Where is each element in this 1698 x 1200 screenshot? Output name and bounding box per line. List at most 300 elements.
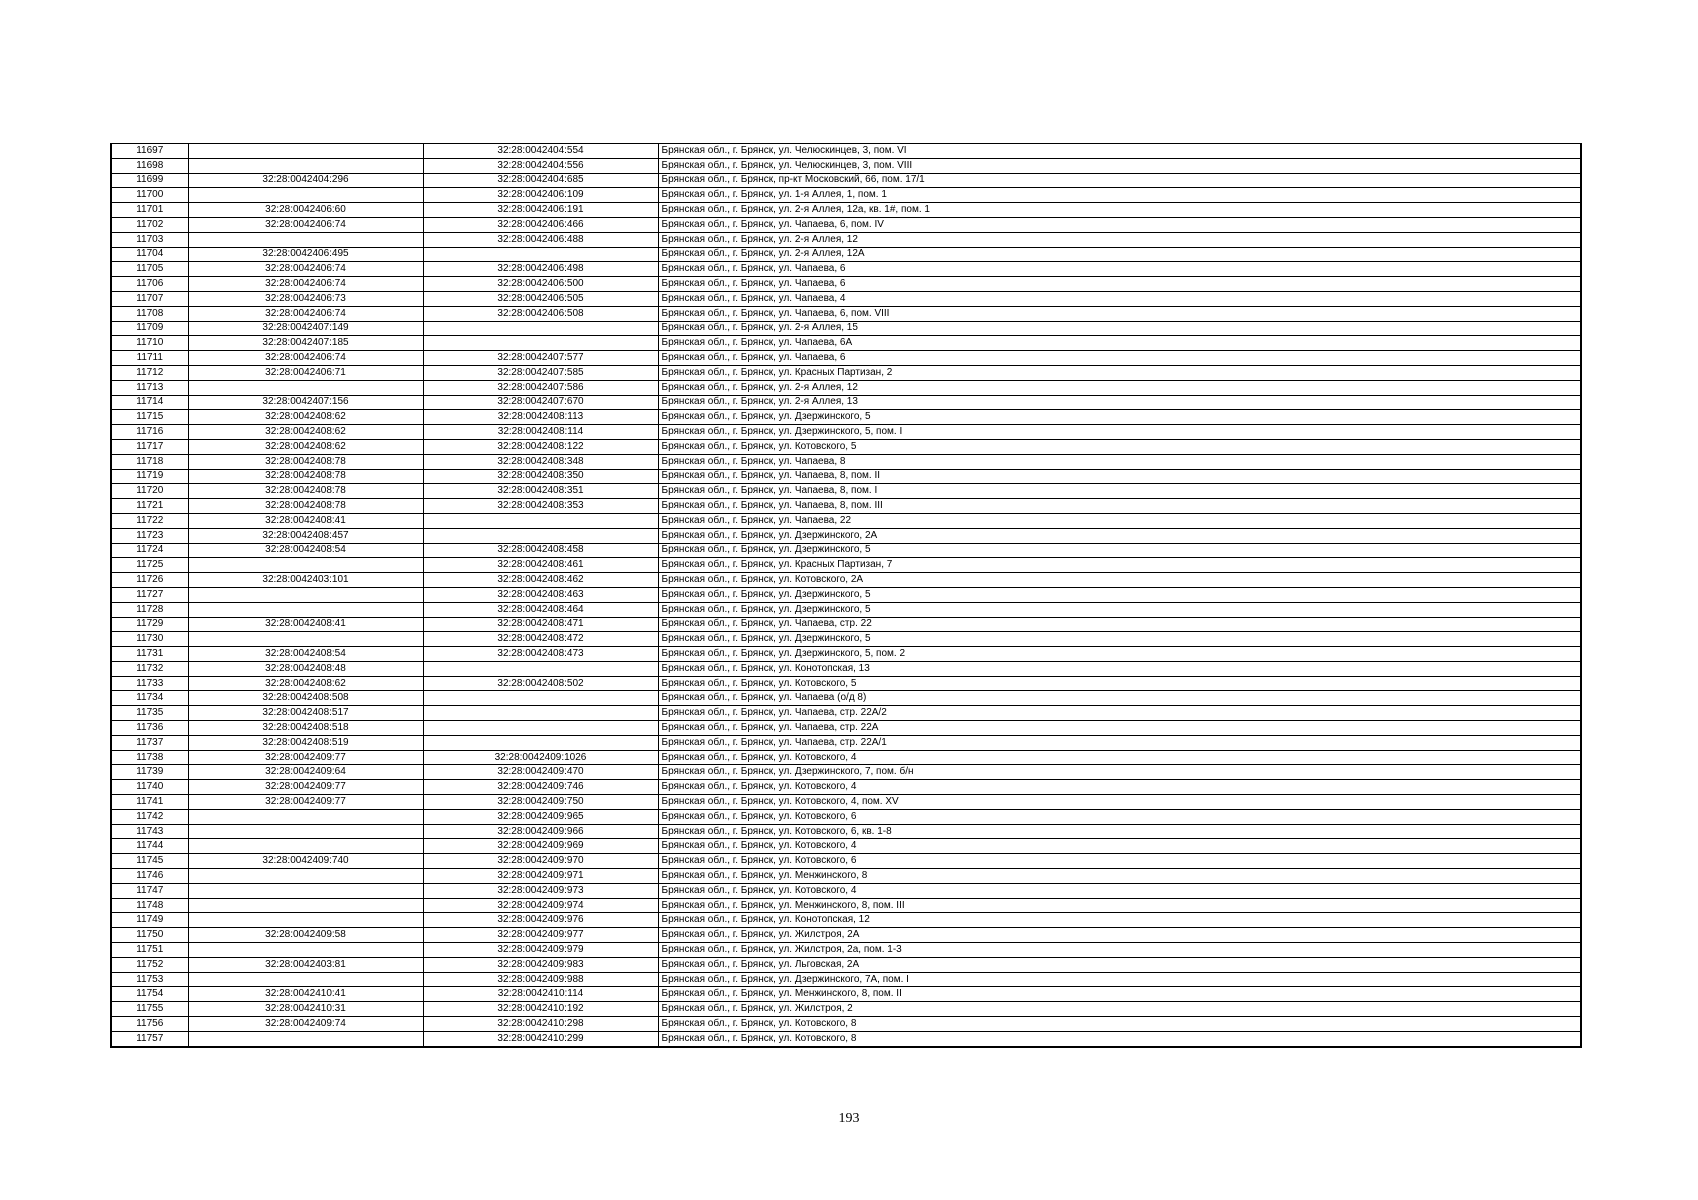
address-cell: Брянская обл., г. Брянск, ул. Челюскинцев, 3, пом. VI bbox=[658, 144, 1581, 159]
land-parcel-number-cell: 32:28:0042404:296 bbox=[188, 173, 423, 188]
row-number-cell: 11718 bbox=[111, 454, 188, 469]
land-parcel-number-cell: 32:28:0042406:73 bbox=[188, 291, 423, 306]
land-parcel-number-cell bbox=[188, 380, 423, 395]
table-row bbox=[111, 647, 1581, 662]
row-number-cell: 11722 bbox=[111, 513, 188, 528]
table-row bbox=[111, 602, 1581, 617]
table-row bbox=[111, 144, 1581, 159]
cadastral-number-cell: 32:28:0042406:508 bbox=[423, 306, 658, 321]
table-row bbox=[111, 158, 1581, 173]
land-parcel-number-cell: 32:28:0042408:48 bbox=[188, 661, 423, 676]
address-cell: Брянская обл., г. Брянск, ул. Чапаева, 6, пом. VIII bbox=[658, 306, 1581, 321]
cadastral-number-cell bbox=[423, 735, 658, 750]
table-row bbox=[111, 232, 1581, 247]
cadastral-number-cell: 32:28:0042407:670 bbox=[423, 395, 658, 410]
row-number-cell: 11740 bbox=[111, 780, 188, 795]
table-row bbox=[111, 365, 1581, 380]
row-number-cell: 11706 bbox=[111, 277, 188, 292]
land-parcel-number-cell: 32:28:0042409:58 bbox=[188, 928, 423, 943]
table-row bbox=[111, 203, 1581, 218]
cadastral-number-cell: 32:28:0042409:977 bbox=[423, 928, 658, 943]
address-cell: Брянская обл., г. Брянск, ул. Дзержинского, 5, пом. 2 bbox=[658, 647, 1581, 662]
address-cell: Брянская обл., г. Брянск, ул. Дзержинского, 7А, пом. I bbox=[658, 972, 1581, 987]
land-parcel-number-cell: 32:28:0042403:101 bbox=[188, 573, 423, 588]
cadastral-number-cell: 32:28:0042408:122 bbox=[423, 439, 658, 454]
cadastral-number-cell: 32:28:0042406:505 bbox=[423, 291, 658, 306]
address-cell: Брянская обл., г. Брянск, ул. Жилстроя, 2А bbox=[658, 928, 1581, 943]
table-row bbox=[111, 1002, 1581, 1017]
land-parcel-number-cell: 32:28:0042403:81 bbox=[188, 957, 423, 972]
cadastral-number-cell: 32:28:0042408:473 bbox=[423, 647, 658, 662]
cadastral-number-cell: 32:28:0042408:353 bbox=[423, 499, 658, 514]
table-row bbox=[111, 469, 1581, 484]
row-number-cell: 11719 bbox=[111, 469, 188, 484]
address-cell: Брянская обл., г. Брянск, ул. Котовского, 5 bbox=[658, 439, 1581, 454]
address-cell: Брянская обл., г. Брянск, ул. Чапаева, стр. 22А bbox=[658, 721, 1581, 736]
row-number-cell: 11707 bbox=[111, 291, 188, 306]
cadastral-number-cell: 32:28:0042409:988 bbox=[423, 972, 658, 987]
address-cell: Брянская обл., г. Брянск, ул. Конотопская, 12 bbox=[658, 913, 1581, 928]
cadastral-number-cell: 32:28:0042408:113 bbox=[423, 410, 658, 425]
cadastral-number-cell bbox=[423, 513, 658, 528]
address-cell: Брянская обл., г. Брянск, ул. Менжинского, 8 bbox=[658, 869, 1581, 884]
row-number-cell: 11708 bbox=[111, 306, 188, 321]
row-number-cell: 11716 bbox=[111, 425, 188, 440]
cadastral-number-cell: 32:28:0042409:970 bbox=[423, 854, 658, 869]
table-row bbox=[111, 410, 1581, 425]
row-number-cell: 11703 bbox=[111, 232, 188, 247]
address-cell: Брянская обл., г. Брянск, ул. Котовского, 6 bbox=[658, 809, 1581, 824]
address-cell: Брянская обл., г. Брянск, ул. Чапаева, стр. 22А/2 bbox=[658, 706, 1581, 721]
row-number-cell: 11729 bbox=[111, 617, 188, 632]
table-row bbox=[111, 351, 1581, 366]
address-cell: Брянская обл., г. Брянск, ул. Челюскинцев, 3, пом. VIII bbox=[658, 158, 1581, 173]
address-cell: Брянская обл., г. Брянск, ул. Чапаева, 6 bbox=[658, 262, 1581, 277]
land-parcel-number-cell bbox=[188, 972, 423, 987]
address-cell: Брянская обл., г. Брянск, ул. Чапаева, 6 bbox=[658, 277, 1581, 292]
row-number-cell: 11751 bbox=[111, 943, 188, 958]
land-parcel-number-cell: 32:28:0042408:78 bbox=[188, 484, 423, 499]
row-number-cell: 11745 bbox=[111, 854, 188, 869]
cadastral-number-cell: 32:28:0042408:114 bbox=[423, 425, 658, 440]
address-cell: Брянская обл., г. Брянск, ул. Дзержинского, 5 bbox=[658, 587, 1581, 602]
table-row bbox=[111, 188, 1581, 203]
table-row bbox=[111, 750, 1581, 765]
land-parcel-number-cell: 32:28:0042406:71 bbox=[188, 365, 423, 380]
table-row bbox=[111, 573, 1581, 588]
cadastral-number-cell: 32:28:0042406:498 bbox=[423, 262, 658, 277]
cadastral-number-cell: 32:28:0042406:109 bbox=[423, 188, 658, 203]
table-row bbox=[111, 558, 1581, 573]
row-number-cell: 11726 bbox=[111, 573, 188, 588]
land-parcel-number-cell: 32:28:0042408:518 bbox=[188, 721, 423, 736]
cadastral-number-cell: 32:28:0042404:556 bbox=[423, 158, 658, 173]
land-parcel-number-cell bbox=[188, 232, 423, 247]
address-cell: Брянская обл., г. Брянск, ул. 2-я Аллея, 13 bbox=[658, 395, 1581, 410]
address-cell: Брянская обл., г. Брянск, ул. Чапаева, 6, пом. IV bbox=[658, 217, 1581, 232]
address-cell: Брянская обл., г. Брянск, ул. Дзержинского, 5 bbox=[658, 543, 1581, 558]
table-row bbox=[111, 247, 1581, 262]
table-row bbox=[111, 395, 1581, 410]
table-row bbox=[111, 957, 1581, 972]
cadastral-number-cell bbox=[423, 247, 658, 262]
land-parcel-number-cell: 32:28:0042408:78 bbox=[188, 469, 423, 484]
row-number-cell: 11713 bbox=[111, 380, 188, 395]
row-number-cell: 11733 bbox=[111, 676, 188, 691]
row-number-cell: 11710 bbox=[111, 336, 188, 351]
land-parcel-number-cell bbox=[188, 1031, 423, 1046]
cadastral-number-cell: 32:28:0042408:502 bbox=[423, 676, 658, 691]
address-cell: Брянская обл., г. Брянск, ул. Котовского, 4 bbox=[658, 780, 1581, 795]
land-parcel-number-cell bbox=[188, 188, 423, 203]
table-row bbox=[111, 854, 1581, 869]
row-number-cell: 11735 bbox=[111, 706, 188, 721]
land-parcel-number-cell bbox=[188, 144, 423, 159]
cadastral-number-cell: 32:28:0042409:973 bbox=[423, 883, 658, 898]
table-row bbox=[111, 809, 1581, 824]
row-number-cell: 11720 bbox=[111, 484, 188, 499]
land-parcel-number-cell: 32:28:0042408:54 bbox=[188, 543, 423, 558]
table-row bbox=[111, 898, 1581, 913]
land-parcel-number-cell: 32:28:0042408:519 bbox=[188, 735, 423, 750]
cadastral-number-cell: 32:28:0042410:299 bbox=[423, 1031, 658, 1046]
cadastral-number-cell: 32:28:0042408:351 bbox=[423, 484, 658, 499]
land-parcel-number-cell: 32:28:0042409:74 bbox=[188, 1017, 423, 1032]
page-number: 193 bbox=[838, 1111, 860, 1126]
land-parcel-number-cell bbox=[188, 632, 423, 647]
address-cell: Брянская обл., г. Брянск, пр-кт Московский, 66, пом. 17/1 bbox=[658, 173, 1581, 188]
table-row bbox=[111, 883, 1581, 898]
address-cell: Брянская обл., г. Брянск, ул. Котовского, 4 bbox=[658, 883, 1581, 898]
cadastral-number-cell: 32:28:0042404:554 bbox=[423, 144, 658, 159]
land-parcel-number-cell: 32:28:0042408:41 bbox=[188, 513, 423, 528]
address-cell: Брянская обл., г. Брянск, ул. Жилстроя, 2а, пом. 1-3 bbox=[658, 943, 1581, 958]
address-cell: Брянская обл., г. Брянск, ул. Конотопская, 13 bbox=[658, 661, 1581, 676]
cadastral-number-cell: 32:28:0042409:965 bbox=[423, 809, 658, 824]
address-cell: Брянская обл., г. Брянск, ул. Дзержинского, 7, пом. б/н bbox=[658, 765, 1581, 780]
land-parcel-number-cell: 32:28:0042410:31 bbox=[188, 1002, 423, 1017]
address-cell: Брянская обл., г. Брянск, ул. Чапаева, 4 bbox=[658, 291, 1581, 306]
row-number-cell: 11747 bbox=[111, 883, 188, 898]
table-row bbox=[111, 528, 1581, 543]
row-number-cell: 11732 bbox=[111, 661, 188, 676]
land-parcel-number-cell: 32:28:0042408:508 bbox=[188, 691, 423, 706]
table-row bbox=[111, 543, 1581, 558]
address-cell: Брянская обл., г. Брянск, ул. Котовского, 6, кв. 1-8 bbox=[658, 824, 1581, 839]
land-parcel-number-cell: 32:28:0042408:41 bbox=[188, 617, 423, 632]
cadastral-number-cell: 32:28:0042409:983 bbox=[423, 957, 658, 972]
address-cell: Брянская обл., г. Брянск, ул. Котовского, 4 bbox=[658, 839, 1581, 854]
row-number-cell: 11754 bbox=[111, 987, 188, 1002]
table-row bbox=[111, 587, 1581, 602]
cadastral-number-cell: 32:28:0042407:577 bbox=[423, 351, 658, 366]
table-row bbox=[111, 735, 1581, 750]
land-parcel-number-cell bbox=[188, 158, 423, 173]
cadastral-number-cell: 32:28:0042409:1026 bbox=[423, 750, 658, 765]
land-parcel-number-cell: 32:28:0042406:74 bbox=[188, 277, 423, 292]
row-number-cell: 11721 bbox=[111, 499, 188, 514]
table-row bbox=[111, 691, 1581, 706]
table-row bbox=[111, 1031, 1581, 1046]
table-row bbox=[111, 676, 1581, 691]
address-cell: Брянская обл., г. Брянск, ул. Чапаева (о/д 8) bbox=[658, 691, 1581, 706]
land-parcel-number-cell: 32:28:0042406:495 bbox=[188, 247, 423, 262]
table-row bbox=[111, 291, 1581, 306]
table-row bbox=[111, 484, 1581, 499]
table-row bbox=[111, 913, 1581, 928]
table-row bbox=[111, 454, 1581, 469]
cadastral-number-cell: 32:28:0042410:298 bbox=[423, 1017, 658, 1032]
table-row bbox=[111, 795, 1581, 810]
table-row bbox=[111, 839, 1581, 854]
cadastral-number-cell: 32:28:0042408:461 bbox=[423, 558, 658, 573]
table-row bbox=[111, 336, 1581, 351]
address-cell: Брянская обл., г. Брянск, ул. Красных Партизан, 2 bbox=[658, 365, 1581, 380]
address-cell: Брянская обл., г. Брянск, ул. Дзержинского, 5 bbox=[658, 410, 1581, 425]
land-parcel-number-cell: 32:28:0042407:185 bbox=[188, 336, 423, 351]
row-number-cell: 11748 bbox=[111, 898, 188, 913]
cadastral-number-cell: 32:28:0042409:974 bbox=[423, 898, 658, 913]
address-cell: Брянская обл., г. Брянск, ул. Дзержинского, 2А bbox=[658, 528, 1581, 543]
cadastral-number-cell: 32:28:0042409:979 bbox=[423, 943, 658, 958]
row-number-cell: 11705 bbox=[111, 262, 188, 277]
land-parcel-number-cell: 32:28:0042407:149 bbox=[188, 321, 423, 336]
row-number-cell: 11741 bbox=[111, 795, 188, 810]
land-parcel-number-cell: 32:28:0042408:457 bbox=[188, 528, 423, 543]
land-parcel-number-cell: 32:28:0042409:77 bbox=[188, 795, 423, 810]
row-number-cell: 11700 bbox=[111, 188, 188, 203]
cadastral-number-cell bbox=[423, 706, 658, 721]
row-number-cell: 11755 bbox=[111, 1002, 188, 1017]
land-parcel-number-cell bbox=[188, 913, 423, 928]
row-number-cell: 11698 bbox=[111, 158, 188, 173]
land-parcel-number-cell: 32:28:0042408:54 bbox=[188, 647, 423, 662]
cadastral-number-cell: 32:28:0042406:466 bbox=[423, 217, 658, 232]
address-cell: Брянская обл., г. Брянск, ул. Дзержинского, 5 bbox=[658, 602, 1581, 617]
land-parcel-number-cell bbox=[188, 824, 423, 839]
cadastral-number-cell: 32:28:0042408:472 bbox=[423, 632, 658, 647]
land-parcel-number-cell bbox=[188, 839, 423, 854]
table-row bbox=[111, 380, 1581, 395]
land-parcel-number-cell: 32:28:0042406:74 bbox=[188, 217, 423, 232]
cadastral-number-cell bbox=[423, 336, 658, 351]
cadastral-number-cell: 32:28:0042408:350 bbox=[423, 469, 658, 484]
land-parcel-number-cell: 32:28:0042409:77 bbox=[188, 780, 423, 795]
land-parcel-number-cell bbox=[188, 898, 423, 913]
address-cell: Брянская обл., г. Брянск, ул. Чапаева, 6 bbox=[658, 351, 1581, 366]
table-row bbox=[111, 425, 1581, 440]
land-parcel-number-cell: 32:28:0042406:74 bbox=[188, 306, 423, 321]
row-number-cell: 11731 bbox=[111, 647, 188, 662]
address-cell: Брянская обл., г. Брянск, ул. Котовского, 8 bbox=[658, 1031, 1581, 1046]
row-number-cell: 11712 bbox=[111, 365, 188, 380]
cadastral-number-cell: 32:28:0042409:969 bbox=[423, 839, 658, 854]
table-row bbox=[111, 972, 1581, 987]
table-row bbox=[111, 824, 1581, 839]
row-number-cell: 11743 bbox=[111, 824, 188, 839]
cadastral-number-cell: 32:28:0042407:586 bbox=[423, 380, 658, 395]
row-number-cell: 11737 bbox=[111, 735, 188, 750]
row-number-cell: 11701 bbox=[111, 203, 188, 218]
table-row bbox=[111, 513, 1581, 528]
address-cell: Брянская обл., г. Брянск, ул. 2-я Аллея, 12а, кв. 1#, пом. 1 bbox=[658, 203, 1581, 218]
cadastral-number-cell: 32:28:0042404:685 bbox=[423, 173, 658, 188]
cadastral-number-cell: 32:28:0042409:470 bbox=[423, 765, 658, 780]
table-row bbox=[111, 499, 1581, 514]
land-parcel-number-cell bbox=[188, 587, 423, 602]
land-parcel-number-cell bbox=[188, 869, 423, 884]
row-number-cell: 11709 bbox=[111, 321, 188, 336]
row-number-cell: 11697 bbox=[111, 144, 188, 159]
cadastral-number-cell bbox=[423, 691, 658, 706]
cadastral-number-cell: 32:28:0042409:746 bbox=[423, 780, 658, 795]
table-row bbox=[111, 943, 1581, 958]
land-parcel-number-cell: 32:28:0042409:64 bbox=[188, 765, 423, 780]
row-number-cell: 11756 bbox=[111, 1017, 188, 1032]
land-parcel-number-cell bbox=[188, 558, 423, 573]
cadastral-number-cell: 32:28:0042408:463 bbox=[423, 587, 658, 602]
land-parcel-number-cell: 32:28:0042408:62 bbox=[188, 676, 423, 691]
address-cell: Брянская обл., г. Брянск, ул. Котовского, 4 bbox=[658, 750, 1581, 765]
row-number-cell: 11711 bbox=[111, 351, 188, 366]
land-parcel-number-cell: 32:28:0042406:74 bbox=[188, 351, 423, 366]
address-cell: Брянская обл., г. Брянск, ул. Чапаева, 8 bbox=[658, 454, 1581, 469]
row-number-cell: 11704 bbox=[111, 247, 188, 262]
table-row bbox=[111, 869, 1581, 884]
row-number-cell: 11753 bbox=[111, 972, 188, 987]
cadastral-number-cell bbox=[423, 528, 658, 543]
cadastral-number-cell: 32:28:0042406:191 bbox=[423, 203, 658, 218]
cadastral-number-cell: 32:28:0042408:348 bbox=[423, 454, 658, 469]
land-parcel-number-cell bbox=[188, 809, 423, 824]
row-number-cell: 11734 bbox=[111, 691, 188, 706]
table-row bbox=[111, 1017, 1581, 1032]
table-row bbox=[111, 262, 1581, 277]
row-number-cell: 11750 bbox=[111, 928, 188, 943]
cadastral-number-cell: 32:28:0042408:471 bbox=[423, 617, 658, 632]
cadastral-number-cell: 32:28:0042409:976 bbox=[423, 913, 658, 928]
row-number-cell: 11714 bbox=[111, 395, 188, 410]
row-number-cell: 11717 bbox=[111, 439, 188, 454]
table-row bbox=[111, 765, 1581, 780]
cadastral-number-cell: 32:28:0042406:500 bbox=[423, 277, 658, 292]
row-number-cell: 11752 bbox=[111, 957, 188, 972]
cadastral-number-cell bbox=[423, 661, 658, 676]
row-number-cell: 11702 bbox=[111, 217, 188, 232]
address-cell: Брянская обл., г. Брянск, ул. Чапаева, 8, пом. I bbox=[658, 484, 1581, 499]
table-row bbox=[111, 217, 1581, 232]
land-parcel-number-cell: 32:28:0042408:78 bbox=[188, 454, 423, 469]
address-cell: Брянская обл., г. Брянск, ул. Чапаева, стр. 22А/1 bbox=[658, 735, 1581, 750]
row-number-cell: 11749 bbox=[111, 913, 188, 928]
cadastral-number-cell bbox=[423, 321, 658, 336]
row-number-cell: 11744 bbox=[111, 839, 188, 854]
land-parcel-number-cell: 32:28:0042406:60 bbox=[188, 203, 423, 218]
address-cell: Брянская обл., г. Брянск, ул. 1-я Аллея, 1, пом. 1 bbox=[658, 188, 1581, 203]
row-number-cell: 11746 bbox=[111, 869, 188, 884]
row-number-cell: 11727 bbox=[111, 587, 188, 602]
address-cell: Брянская обл., г. Брянск, ул. Котовского, 2А bbox=[658, 573, 1581, 588]
table-row bbox=[111, 780, 1581, 795]
land-parcel-number-cell: 32:28:0042408:78 bbox=[188, 499, 423, 514]
row-number-cell: 11728 bbox=[111, 602, 188, 617]
row-number-cell: 11730 bbox=[111, 632, 188, 647]
table-row bbox=[111, 617, 1581, 632]
cadastral-number-cell: 32:28:0042410:192 bbox=[423, 1002, 658, 1017]
address-cell: Брянская обл., г. Брянск, ул. Жилстроя, 2 bbox=[658, 1002, 1581, 1017]
address-cell: Брянская обл., г. Брянск, ул. Менжинского, 8, пом. II bbox=[658, 987, 1581, 1002]
cadastral-number-cell: 32:28:0042409:966 bbox=[423, 824, 658, 839]
address-cell: Брянская обл., г. Брянск, ул. 2-я Аллея, 12 bbox=[658, 380, 1581, 395]
cadastral-number-cell bbox=[423, 721, 658, 736]
table-row bbox=[111, 277, 1581, 292]
address-cell: Брянская обл., г. Брянск, ул. Менжинского, 8, пом. III bbox=[658, 898, 1581, 913]
cadastral-number-cell: 32:28:0042408:464 bbox=[423, 602, 658, 617]
register-table bbox=[110, 143, 1582, 1048]
address-cell: Брянская обл., г. Брянск, ул. Чапаева, 8, пом. III bbox=[658, 499, 1581, 514]
land-parcel-number-cell: 32:28:0042408:62 bbox=[188, 425, 423, 440]
address-cell: Брянская обл., г. Брянск, ул. Котовского, 6 bbox=[658, 854, 1581, 869]
land-parcel-number-cell: 32:28:0042408:62 bbox=[188, 410, 423, 425]
address-cell: Брянская обл., г. Брянск, ул. Чапаева, 22 bbox=[658, 513, 1581, 528]
land-parcel-number-cell: 32:28:0042408:62 bbox=[188, 439, 423, 454]
row-number-cell: 11736 bbox=[111, 721, 188, 736]
table-row bbox=[111, 987, 1581, 1002]
address-cell: Брянская обл., г. Брянск, ул. Чапаева, 8, пом. II bbox=[658, 469, 1581, 484]
row-number-cell: 11723 bbox=[111, 528, 188, 543]
row-number-cell: 11757 bbox=[111, 1031, 188, 1046]
table-row bbox=[111, 706, 1581, 721]
address-cell: Брянская обл., г. Брянск, ул. Красных Партизан, 7 bbox=[658, 558, 1581, 573]
address-cell: Брянская обл., г. Брянск, ул. 2-я Аллея, 12А bbox=[658, 247, 1581, 262]
address-cell: Брянская обл., г. Брянск, ул. Чапаева, 6А bbox=[658, 336, 1581, 351]
address-cell: Брянская обл., г. Брянск, ул. Котовского, 5 bbox=[658, 676, 1581, 691]
land-parcel-number-cell: 32:28:0042409:77 bbox=[188, 750, 423, 765]
address-cell: Брянская обл., г. Брянск, ул. Чапаева, стр. 22 bbox=[658, 617, 1581, 632]
address-cell: Брянская обл., г. Брянск, ул. Котовского, 4, пом. XV bbox=[658, 795, 1581, 810]
address-cell: Брянская обл., г. Брянск, ул. 2-я Аллея, 12 bbox=[658, 232, 1581, 247]
cadastral-number-cell: 32:28:0042409:971 bbox=[423, 869, 658, 884]
address-cell: Брянская обл., г. Брянск, ул. Дзержинского, 5 bbox=[658, 632, 1581, 647]
land-parcel-number-cell bbox=[188, 602, 423, 617]
table-row bbox=[111, 306, 1581, 321]
row-number-cell: 11738 bbox=[111, 750, 188, 765]
land-parcel-number-cell: 32:28:0042410:41 bbox=[188, 987, 423, 1002]
address-cell: Брянская обл., г. Брянск, ул. Льговская, 2А bbox=[658, 957, 1581, 972]
cadastral-number-cell: 32:28:0042410:114 bbox=[423, 987, 658, 1002]
table-row bbox=[111, 632, 1581, 647]
land-parcel-number-cell bbox=[188, 883, 423, 898]
cadastral-number-cell: 32:28:0042409:750 bbox=[423, 795, 658, 810]
cadastral-number-cell: 32:28:0042407:585 bbox=[423, 365, 658, 380]
table-row bbox=[111, 661, 1581, 676]
address-cell: Брянская обл., г. Брянск, ул. 2-я Аллея, 15 bbox=[658, 321, 1581, 336]
land-parcel-number-cell bbox=[188, 943, 423, 958]
land-parcel-number-cell: 32:28:0042408:517 bbox=[188, 706, 423, 721]
row-number-cell: 11724 bbox=[111, 543, 188, 558]
table-row bbox=[111, 928, 1581, 943]
table-row bbox=[111, 439, 1581, 454]
table-row bbox=[111, 321, 1581, 336]
land-parcel-number-cell: 32:28:0042407:156 bbox=[188, 395, 423, 410]
register-table-body bbox=[111, 144, 1581, 1047]
cadastral-number-cell: 32:28:0042408:462 bbox=[423, 573, 658, 588]
cadastral-number-cell: 32:28:0042408:458 bbox=[423, 543, 658, 558]
land-parcel-number-cell: 32:28:0042409:740 bbox=[188, 854, 423, 869]
row-number-cell: 11715 bbox=[111, 410, 188, 425]
table-row bbox=[111, 173, 1581, 188]
land-parcel-number-cell: 32:28:0042406:74 bbox=[188, 262, 423, 277]
